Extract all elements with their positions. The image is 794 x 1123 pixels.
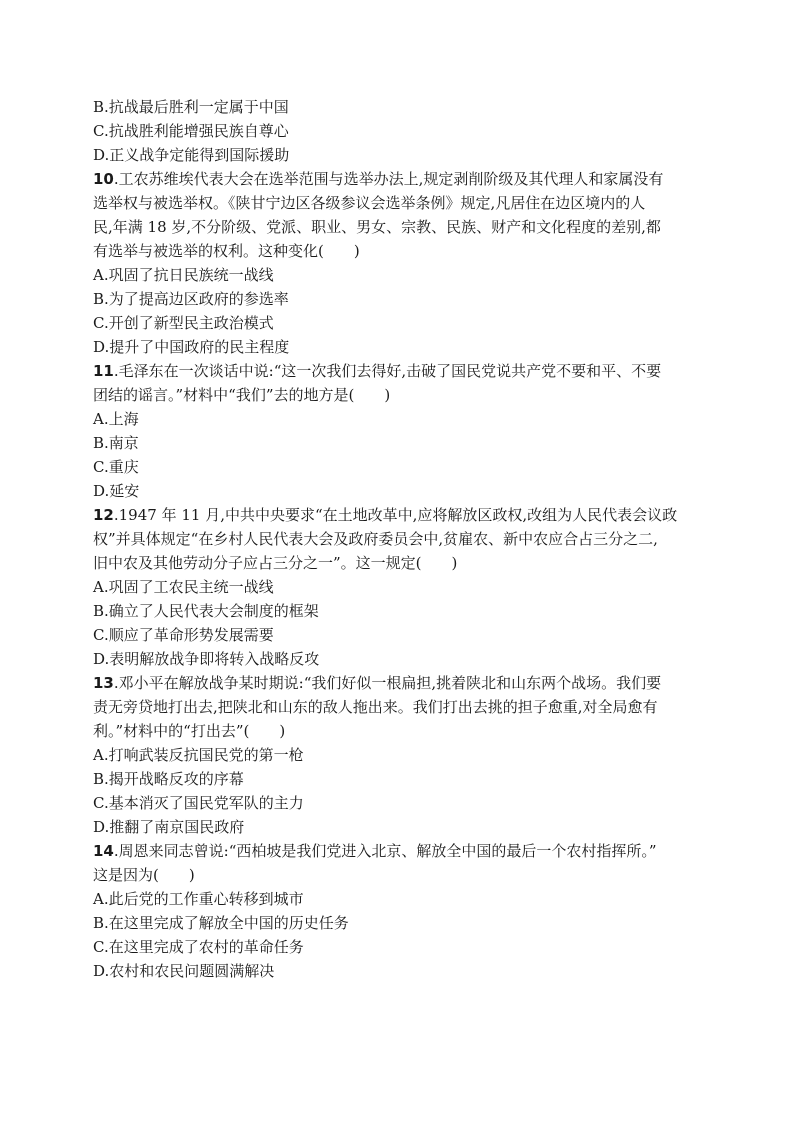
option-c <box>93 623 701 647</box>
option-text: 顺应了革命形势发展需要 <box>108 626 274 644</box>
question-stem-text: .邓小平在解放战争某时期说:“我们好似一根扁担,挑着陕北和山东两个战场。我们要 <box>113 674 662 692</box>
option-c <box>93 455 701 479</box>
question-10 <box>93 167 701 359</box>
option-letter: B. <box>93 98 109 116</box>
option-letter: D. <box>93 650 110 668</box>
option-c <box>93 119 701 143</box>
option-text: 南京 <box>108 434 139 452</box>
option-d <box>93 959 701 983</box>
option-text: 确立了人民代表大会制度的框架 <box>108 602 319 620</box>
option-letter: B. <box>93 290 109 308</box>
option-letter: A. <box>93 578 109 596</box>
option-d <box>93 143 701 167</box>
question-stem-text: .毛泽东在一次谈话中说:“这一次我们去得好,击破了国民党说共产党不要和平、不要 <box>113 362 662 380</box>
question-number: 13 <box>93 674 114 692</box>
option-c <box>93 311 701 335</box>
question-stem-line <box>93 167 701 191</box>
option-a <box>93 743 701 767</box>
question-number: 10 <box>93 170 114 188</box>
option-text: 巩固了抗日民族统一战线 <box>108 266 274 284</box>
option-letter: B. <box>93 770 109 788</box>
question-stem-line: 责无旁贷地打出去,把陕北和山东的敌人拖出来。我们打出去挑的担子愈重,对全局愈有 <box>93 698 658 716</box>
question-stem-text: .1947 年 11 月,中共中央要求“在土地改革中,应将解放区政权,改组为人民代表会议政 <box>113 506 678 524</box>
option-c <box>93 791 701 815</box>
option-c <box>93 935 701 959</box>
option-text: 此后党的工作重心转移到城市 <box>108 890 304 908</box>
option-letter: D. <box>93 818 110 836</box>
option-letter: C. <box>93 122 109 140</box>
option-text: 农村和农民问题圆满解决 <box>109 962 275 980</box>
option-text: 延安 <box>109 482 140 500</box>
option-letter: D. <box>93 146 110 164</box>
question-13 <box>93 671 701 839</box>
option-text: 正义战争定能得到国际援助 <box>109 146 290 164</box>
option-letter: A. <box>93 746 109 764</box>
option-b <box>93 599 701 623</box>
option-letter: B. <box>93 914 109 932</box>
exam-page <box>93 95 701 983</box>
question-stem-line <box>93 359 701 383</box>
option-b <box>93 95 701 119</box>
option-letter: A. <box>93 890 109 908</box>
question-number: 12 <box>93 506 114 524</box>
option-b <box>93 431 701 455</box>
question-stem-line: 选举权与被选举权。《陕甘宁边区各级参议会选举条例》规定,凡居住在边区境内的人 <box>93 194 646 212</box>
question-stem-line: 利。”材料中的“打出去”( ) <box>93 722 286 740</box>
question-stem-line: 权”并具体规定“在乡村人民代表大会及政府委员会中,贫雇农、新中农应合占三分之二, <box>93 530 658 548</box>
option-a <box>93 887 701 911</box>
option-letter: A. <box>93 266 109 284</box>
option-d <box>93 815 701 839</box>
question-11 <box>93 359 701 503</box>
option-b <box>93 767 701 791</box>
option-letter: C. <box>93 314 109 332</box>
question-stem-line <box>93 839 701 863</box>
option-d <box>93 647 701 671</box>
option-letter: C. <box>93 794 109 812</box>
question-stem-line <box>93 503 701 527</box>
option-text: 重庆 <box>108 458 139 476</box>
option-letter: D. <box>93 482 110 500</box>
question-stem-text: .工农苏维埃代表大会在选举范围与选举办法上,规定剥削阶级及其代理人和家属没有 <box>113 170 664 188</box>
option-letter: C. <box>93 938 109 956</box>
question-stem-line: 有选举与被选举的权利。这种变化( ) <box>93 242 360 260</box>
option-text: 抗战胜利能增强民族自尊心 <box>108 122 289 140</box>
question-stem-line <box>93 671 701 695</box>
option-letter: B. <box>93 602 109 620</box>
question-14 <box>93 839 701 983</box>
option-a <box>93 407 701 431</box>
question-number: 14 <box>93 842 114 860</box>
question-stem-line: 民,年满 18 岁,不分阶级、党派、职业、男女、宗教、民族、财产和文化程度的差别,都 <box>93 218 661 236</box>
question-stem-text: .周恩来同志曾说:“西柏坡是我们党进入北京、解放全中国的最后一个农村指挥所。” <box>113 842 657 860</box>
option-text: 在这里完成了农村的革命任务 <box>108 938 304 956</box>
option-text: 表明解放战争即将转入战略反攻 <box>109 650 320 668</box>
option-text: 打响武装反抗国民党的第一枪 <box>108 746 304 764</box>
option-text: 抗战最后胜利一定属于中国 <box>108 98 289 116</box>
option-letter: A. <box>93 410 109 428</box>
previous-question-options <box>93 95 701 167</box>
option-letter: B. <box>93 434 109 452</box>
question-stem-line: 团结的谣言。”材料中“我们”去的地方是( ) <box>93 386 391 404</box>
option-d <box>93 479 701 503</box>
option-text: 开创了新型民主政治模式 <box>108 314 274 332</box>
option-letter: C. <box>93 458 109 476</box>
option-text: 巩固了工农民主统一战线 <box>108 578 274 596</box>
option-a <box>93 575 701 599</box>
option-b <box>93 911 701 935</box>
option-text: 为了提高边区政府的参选率 <box>108 290 289 308</box>
question-stem-line: 旧中农及其他劳动分子应占三分之一”。这一规定( ) <box>93 554 458 572</box>
option-text: 在这里完成了解放全中国的历史任务 <box>108 914 349 932</box>
option-b <box>93 287 701 311</box>
option-text: 揭开战略反攻的序幕 <box>108 770 244 788</box>
option-text: 提升了中国政府的民主程度 <box>109 338 290 356</box>
option-letter: C. <box>93 626 109 644</box>
question-12 <box>93 503 701 671</box>
option-d <box>93 335 701 359</box>
question-stem-line: 这是因为( ) <box>93 866 195 884</box>
option-letter: D. <box>93 338 110 356</box>
option-letter: D. <box>93 962 110 980</box>
option-text: 推翻了南京国民政府 <box>109 818 245 836</box>
option-text: 上海 <box>108 410 139 428</box>
option-a <box>93 263 701 287</box>
question-number: 11 <box>93 362 114 380</box>
option-text: 基本消灭了国民党军队的主力 <box>108 794 304 812</box>
